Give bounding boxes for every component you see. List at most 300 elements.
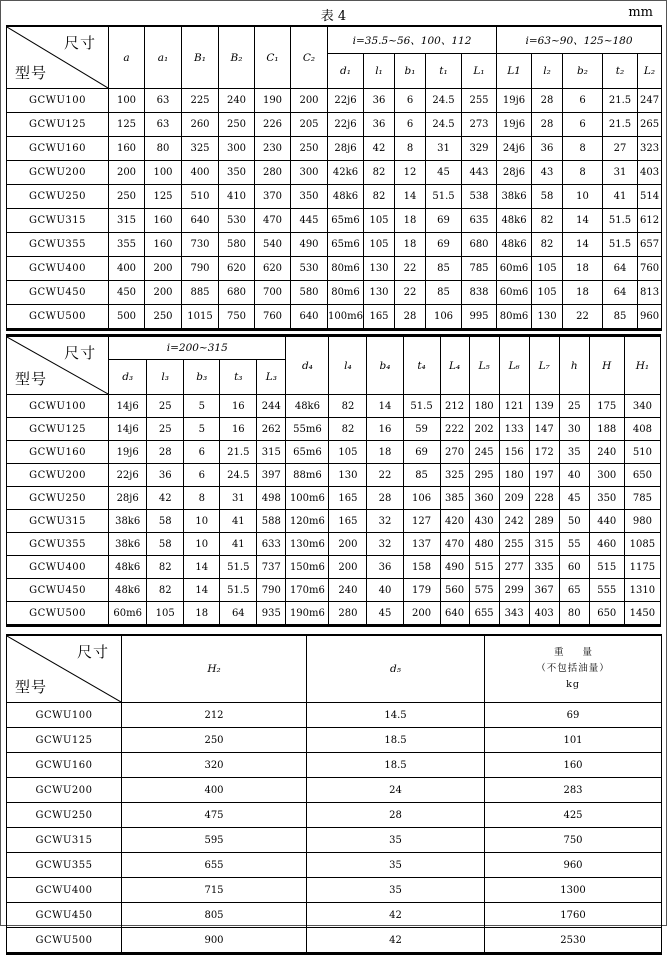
value-cell: 510 bbox=[182, 185, 219, 209]
value-cell: 555 bbox=[589, 579, 624, 602]
model-cell: GCWU500 bbox=[7, 928, 122, 954]
value-cell: 350 bbox=[589, 487, 624, 510]
value-cell: 24 bbox=[307, 778, 485, 803]
model-cell: GCWU250 bbox=[7, 803, 122, 828]
value-cell: 245 bbox=[469, 441, 499, 464]
model-cell: GCWU125 bbox=[7, 728, 122, 753]
column-header-L2: L₂ bbox=[638, 54, 662, 89]
value-cell: 35 bbox=[307, 828, 485, 853]
value-cell: 440 bbox=[589, 510, 624, 533]
table-row bbox=[7, 728, 662, 753]
value-cell: 60m6 bbox=[109, 602, 147, 626]
value-cell: 900 bbox=[122, 928, 307, 954]
value-cell: 935 bbox=[257, 602, 286, 626]
value-cell: 35 bbox=[307, 853, 485, 878]
diagonal-header bbox=[7, 635, 122, 703]
value-cell: 32 bbox=[367, 510, 403, 533]
value-cell: 475 bbox=[122, 803, 307, 828]
value-cell: 960 bbox=[485, 853, 662, 878]
value-cell: 22 bbox=[367, 464, 403, 487]
value-cell: 14 bbox=[563, 233, 603, 257]
column-header-h: h bbox=[559, 336, 589, 395]
table-row bbox=[7, 464, 661, 487]
value-cell: 6 bbox=[184, 441, 220, 464]
value-cell: 59 bbox=[403, 418, 440, 441]
value-cell: 650 bbox=[624, 464, 660, 487]
value-cell: 400 bbox=[122, 778, 307, 803]
value-cell: 538 bbox=[462, 185, 497, 209]
value-cell: 385 bbox=[440, 487, 469, 510]
weight-label: 重 量 bbox=[553, 646, 601, 658]
value-cell: 200 bbox=[329, 533, 367, 556]
value-cell: 18 bbox=[367, 441, 403, 464]
value-cell: 580 bbox=[219, 233, 255, 257]
table-row bbox=[7, 556, 661, 579]
value-cell: 36 bbox=[367, 556, 403, 579]
value-cell: 85 bbox=[426, 257, 462, 281]
value-cell: 80m6 bbox=[328, 257, 364, 281]
column-header-b2: B₂ bbox=[219, 26, 255, 89]
table-row bbox=[7, 441, 661, 464]
value-cell: 100m6 bbox=[328, 305, 364, 330]
value-cell: 22j6 bbox=[109, 464, 147, 487]
value-cell: 262 bbox=[257, 418, 286, 441]
value-cell: 69 bbox=[485, 703, 662, 728]
weight-column-header bbox=[485, 635, 662, 703]
model-cell: GCWU400 bbox=[7, 556, 109, 579]
model-cell: GCWU400 bbox=[7, 257, 109, 281]
value-cell: 283 bbox=[485, 778, 662, 803]
value-cell: 36 bbox=[147, 464, 184, 487]
value-cell: 212 bbox=[440, 395, 469, 418]
value-cell: 995 bbox=[462, 305, 497, 330]
value-cell: 35 bbox=[307, 878, 485, 903]
diagonal-model-label: 型号 bbox=[15, 64, 48, 82]
value-cell: 38k6 bbox=[109, 533, 147, 556]
value-cell: 55m6 bbox=[286, 418, 329, 441]
value-cell: 16 bbox=[220, 395, 257, 418]
value-cell: 125 bbox=[109, 113, 145, 137]
value-cell: 82 bbox=[364, 161, 395, 185]
value-cell: 400 bbox=[182, 161, 219, 185]
value-cell: 188 bbox=[589, 418, 624, 441]
column-header-L3: L₃ bbox=[257, 360, 286, 395]
value-cell: 172 bbox=[529, 441, 559, 464]
value-cell: 470 bbox=[255, 209, 291, 233]
value-cell: 22j6 bbox=[328, 89, 364, 113]
table-row bbox=[7, 281, 662, 305]
value-cell: 45 bbox=[426, 161, 462, 185]
value-cell: 515 bbox=[469, 556, 499, 579]
value-cell: 240 bbox=[219, 89, 255, 113]
column-header-d5: d₅ bbox=[307, 635, 485, 703]
value-cell: 105 bbox=[532, 257, 563, 281]
model-cell: GCWU355 bbox=[7, 233, 109, 257]
weight-note: （不包括油量） bbox=[536, 662, 610, 674]
column-header-H1: H₁ bbox=[624, 336, 660, 395]
value-cell: 36 bbox=[532, 137, 563, 161]
value-cell: 175 bbox=[589, 395, 624, 418]
value-cell: 18 bbox=[563, 257, 603, 281]
value-cell: 19j6 bbox=[109, 441, 147, 464]
value-cell: 580 bbox=[291, 281, 328, 305]
value-cell: 289 bbox=[529, 510, 559, 533]
value-cell: 680 bbox=[462, 233, 497, 257]
column-header-H: H bbox=[589, 336, 624, 395]
value-cell: 158 bbox=[403, 556, 440, 579]
value-cell: 350 bbox=[219, 161, 255, 185]
value-cell: 65m6 bbox=[328, 233, 364, 257]
value-cell: 28 bbox=[367, 487, 403, 510]
diagonal-size-label: 尺寸 bbox=[64, 344, 97, 362]
value-cell: 370 bbox=[255, 185, 291, 209]
column-header-H2: H₂ bbox=[122, 635, 307, 703]
value-cell: 430 bbox=[469, 510, 499, 533]
value-cell: 58 bbox=[532, 185, 563, 209]
value-cell: 55 bbox=[559, 533, 589, 556]
value-cell: 43 bbox=[532, 161, 563, 185]
column-header-d3: d₃ bbox=[109, 360, 147, 395]
value-cell: 106 bbox=[426, 305, 462, 330]
value-cell: 8 bbox=[395, 137, 426, 161]
value-cell: 295 bbox=[469, 464, 499, 487]
value-cell: 250 bbox=[122, 728, 307, 753]
value-cell: 200 bbox=[109, 161, 145, 185]
value-cell: 165 bbox=[329, 487, 367, 510]
value-cell: 6 bbox=[184, 464, 220, 487]
value-cell: 165 bbox=[364, 305, 395, 330]
value-cell: 160 bbox=[485, 753, 662, 778]
value-cell: 60m6 bbox=[497, 281, 532, 305]
value-cell: 25 bbox=[147, 418, 184, 441]
value-cell: 82 bbox=[532, 233, 563, 257]
value-cell: 48k6 bbox=[497, 233, 532, 257]
value-cell: 1450 bbox=[624, 602, 660, 626]
model-cell: GCWU355 bbox=[7, 533, 109, 556]
value-cell: 515 bbox=[589, 556, 624, 579]
value-cell: 530 bbox=[219, 209, 255, 233]
value-cell: 18.5 bbox=[307, 728, 485, 753]
value-cell: 445 bbox=[291, 209, 328, 233]
value-cell: 64 bbox=[220, 602, 257, 626]
value-cell: 36 bbox=[364, 113, 395, 137]
column-header-d4: d₄ bbox=[286, 336, 329, 395]
model-cell: GCWU400 bbox=[7, 878, 122, 903]
value-cell: 50 bbox=[559, 510, 589, 533]
value-cell: 8 bbox=[563, 161, 603, 185]
value-cell: 838 bbox=[462, 281, 497, 305]
value-cell: 785 bbox=[462, 257, 497, 281]
table-row bbox=[7, 533, 661, 556]
value-cell: 202 bbox=[469, 418, 499, 441]
column-header-L1: L₁ bbox=[462, 54, 497, 89]
value-cell: 42 bbox=[307, 928, 485, 954]
diagonal-model-label: 型号 bbox=[15, 370, 48, 388]
value-cell: 980 bbox=[624, 510, 660, 533]
value-cell: 22 bbox=[395, 257, 426, 281]
value-cell: 160 bbox=[109, 137, 145, 161]
value-cell: 280 bbox=[255, 161, 291, 185]
value-cell: 51.5 bbox=[220, 579, 257, 602]
value-cell: 179 bbox=[403, 579, 440, 602]
table-row bbox=[7, 137, 662, 161]
column-header-a1: a₁ bbox=[145, 26, 182, 89]
value-cell: 790 bbox=[257, 579, 286, 602]
value-cell: 65 bbox=[559, 579, 589, 602]
value-cell: 21.5 bbox=[603, 113, 638, 137]
value-cell: 240 bbox=[589, 441, 624, 464]
value-cell: 14.5 bbox=[307, 703, 485, 728]
value-cell: 450 bbox=[109, 281, 145, 305]
value-cell: 24.5 bbox=[426, 89, 462, 113]
value-cell: 42 bbox=[307, 903, 485, 928]
column-header-l4: l₄ bbox=[329, 336, 367, 395]
model-cell: GCWU200 bbox=[7, 464, 109, 487]
value-cell: 45 bbox=[559, 487, 589, 510]
value-cell: 343 bbox=[499, 602, 529, 626]
value-cell: 32 bbox=[367, 533, 403, 556]
value-cell: 19j6 bbox=[497, 89, 532, 113]
table-row bbox=[7, 89, 662, 113]
value-cell: 460 bbox=[589, 533, 624, 556]
value-cell: 165 bbox=[329, 510, 367, 533]
value-cell: 18 bbox=[395, 209, 426, 233]
value-cell: 85 bbox=[603, 305, 638, 330]
value-cell: 247 bbox=[638, 89, 662, 113]
value-cell: 51.5 bbox=[603, 233, 638, 257]
table-row bbox=[7, 209, 662, 233]
value-cell: 14 bbox=[184, 556, 220, 579]
value-cell: 28 bbox=[532, 89, 563, 113]
table-row bbox=[7, 579, 661, 602]
value-cell: 270 bbox=[440, 441, 469, 464]
value-cell: 31 bbox=[220, 487, 257, 510]
value-cell: 300 bbox=[219, 137, 255, 161]
value-cell: 540 bbox=[255, 233, 291, 257]
value-cell: 230 bbox=[255, 137, 291, 161]
model-cell: GCWU450 bbox=[7, 281, 109, 305]
value-cell: 250 bbox=[219, 113, 255, 137]
value-cell: 300 bbox=[291, 161, 328, 185]
column-header-l3: l₃ bbox=[147, 360, 184, 395]
value-cell: 48k6 bbox=[497, 209, 532, 233]
value-cell: 560 bbox=[440, 579, 469, 602]
column-header-t2: t₂ bbox=[603, 54, 638, 89]
value-cell: 105 bbox=[329, 441, 367, 464]
model-cell: GCWU315 bbox=[7, 209, 109, 233]
value-cell: 85 bbox=[403, 464, 440, 487]
value-cell: 335 bbox=[529, 556, 559, 579]
value-cell: 315 bbox=[257, 441, 286, 464]
value-cell: 48k6 bbox=[286, 395, 329, 418]
model-cell: GCWU450 bbox=[7, 579, 109, 602]
value-cell: 530 bbox=[291, 257, 328, 281]
value-cell: 760 bbox=[638, 257, 662, 281]
table-row bbox=[7, 185, 662, 209]
value-cell: 329 bbox=[462, 137, 497, 161]
value-cell: 80 bbox=[559, 602, 589, 626]
value-cell: 612 bbox=[638, 209, 662, 233]
value-cell: 443 bbox=[462, 161, 497, 185]
value-cell: 299 bbox=[499, 579, 529, 602]
value-cell: 190m6 bbox=[286, 602, 329, 626]
value-cell: 8 bbox=[563, 137, 603, 161]
value-cell: 228 bbox=[529, 487, 559, 510]
value-cell: 31 bbox=[426, 137, 462, 161]
value-cell: 244 bbox=[257, 395, 286, 418]
value-cell: 35 bbox=[559, 441, 589, 464]
table-row bbox=[7, 703, 662, 728]
value-cell: 640 bbox=[440, 602, 469, 626]
value-cell: 655 bbox=[122, 853, 307, 878]
model-cell: GCWU200 bbox=[7, 161, 109, 185]
dimension-table-1 bbox=[6, 25, 662, 331]
value-cell: 655 bbox=[469, 602, 499, 626]
value-cell: 106 bbox=[403, 487, 440, 510]
value-cell: 737 bbox=[257, 556, 286, 579]
value-cell: 156 bbox=[499, 441, 529, 464]
value-cell: 25 bbox=[147, 395, 184, 418]
value-cell: 10 bbox=[563, 185, 603, 209]
value-cell: 21.5 bbox=[603, 89, 638, 113]
value-cell: 69 bbox=[403, 441, 440, 464]
value-cell: 88m6 bbox=[286, 464, 329, 487]
value-cell: 200 bbox=[145, 257, 182, 281]
value-cell: 325 bbox=[440, 464, 469, 487]
value-cell: 14 bbox=[184, 579, 220, 602]
column-header-t3: t₃ bbox=[220, 360, 257, 395]
value-cell: 588 bbox=[257, 510, 286, 533]
value-cell: 24j6 bbox=[497, 137, 532, 161]
value-cell: 510 bbox=[624, 441, 660, 464]
value-cell: 620 bbox=[255, 257, 291, 281]
value-cell: 242 bbox=[499, 510, 529, 533]
model-cell: GCWU200 bbox=[7, 778, 122, 803]
value-cell: 715 bbox=[122, 878, 307, 903]
value-cell: 226 bbox=[255, 113, 291, 137]
value-cell: 200 bbox=[291, 89, 328, 113]
value-cell: 22 bbox=[563, 305, 603, 330]
column-header-b2k: b₂ bbox=[563, 54, 603, 89]
value-cell: 82 bbox=[329, 418, 367, 441]
value-cell: 160 bbox=[145, 209, 182, 233]
value-cell: 14 bbox=[367, 395, 403, 418]
column-header-b1k: b₁ bbox=[395, 54, 426, 89]
value-cell: 12 bbox=[395, 161, 426, 185]
table-row bbox=[7, 602, 661, 626]
table-row bbox=[7, 233, 662, 257]
value-cell: 28j6 bbox=[109, 487, 147, 510]
value-cell: 105 bbox=[532, 281, 563, 305]
value-cell: 14j6 bbox=[109, 395, 147, 418]
value-cell: 133 bbox=[499, 418, 529, 441]
value-cell: 280 bbox=[329, 602, 367, 626]
column-header-l1: l₁ bbox=[364, 54, 395, 89]
value-cell: 21.5 bbox=[220, 441, 257, 464]
diagonal-header bbox=[7, 26, 109, 89]
value-cell: 575 bbox=[469, 579, 499, 602]
value-cell: 130 bbox=[329, 464, 367, 487]
value-cell: 6 bbox=[395, 89, 426, 113]
page-title: 表 4 bbox=[320, 9, 347, 24]
value-cell: 41 bbox=[603, 185, 638, 209]
model-cell: GCWU315 bbox=[7, 828, 122, 853]
column-header-t4: t₄ bbox=[403, 336, 440, 395]
column-header-b4: b₄ bbox=[367, 336, 403, 395]
title-bar bbox=[6, 4, 661, 23]
value-cell: 36 bbox=[364, 89, 395, 113]
column-header-c1: C₁ bbox=[255, 26, 291, 89]
value-cell: 315 bbox=[529, 533, 559, 556]
value-cell: 250 bbox=[145, 305, 182, 330]
value-cell: 250 bbox=[109, 185, 145, 209]
value-cell: 408 bbox=[624, 418, 660, 441]
value-cell: 105 bbox=[364, 209, 395, 233]
value-cell: 100 bbox=[109, 89, 145, 113]
value-cell: 885 bbox=[182, 281, 219, 305]
value-cell: 6 bbox=[563, 113, 603, 137]
table-row bbox=[7, 257, 662, 281]
value-cell: 82 bbox=[364, 185, 395, 209]
value-cell: 367 bbox=[529, 579, 559, 602]
table-row bbox=[7, 487, 661, 510]
column-header-c2: C₂ bbox=[291, 26, 328, 89]
ratio-group-1-header: i=35.5~56、100、112 bbox=[328, 26, 497, 54]
value-cell: 58 bbox=[147, 510, 184, 533]
value-cell: 1175 bbox=[624, 556, 660, 579]
value-cell: 470 bbox=[440, 533, 469, 556]
value-cell: 403 bbox=[529, 602, 559, 626]
value-cell: 750 bbox=[485, 828, 662, 853]
value-cell: 785 bbox=[624, 487, 660, 510]
value-cell: 5 bbox=[184, 395, 220, 418]
value-cell: 28j6 bbox=[497, 161, 532, 185]
value-cell: 277 bbox=[499, 556, 529, 579]
table-row bbox=[7, 853, 662, 878]
model-cell: GCWU100 bbox=[7, 89, 109, 113]
value-cell: 255 bbox=[462, 89, 497, 113]
value-cell: 255 bbox=[499, 533, 529, 556]
table-row bbox=[7, 510, 661, 533]
value-cell: 6 bbox=[563, 89, 603, 113]
value-cell: 360 bbox=[469, 487, 499, 510]
value-cell: 30 bbox=[559, 418, 589, 441]
value-cell: 14j6 bbox=[109, 418, 147, 441]
value-cell: 200 bbox=[145, 281, 182, 305]
value-cell: 480 bbox=[469, 533, 499, 556]
value-cell: 51.5 bbox=[603, 209, 638, 233]
value-cell: 14 bbox=[563, 209, 603, 233]
model-cell: GCWU500 bbox=[7, 602, 109, 626]
column-header-a: a bbox=[109, 26, 145, 89]
value-cell: 1085 bbox=[624, 533, 660, 556]
model-cell: GCWU250 bbox=[7, 185, 109, 209]
value-cell: 325 bbox=[182, 137, 219, 161]
table-row bbox=[7, 928, 662, 954]
ratio-group-3-header: i=200~315 bbox=[109, 336, 286, 360]
value-cell: 48k6 bbox=[109, 556, 147, 579]
value-cell: 82 bbox=[147, 579, 184, 602]
column-header-b3: b₃ bbox=[184, 360, 220, 395]
value-cell: 64 bbox=[603, 257, 638, 281]
value-cell: 340 bbox=[624, 395, 660, 418]
value-cell: 24.5 bbox=[426, 113, 462, 137]
value-cell: 222 bbox=[440, 418, 469, 441]
value-cell: 260 bbox=[182, 113, 219, 137]
ratio-group-2-header: i=63~90、125~180 bbox=[497, 26, 662, 54]
value-cell: 16 bbox=[220, 418, 257, 441]
value-cell: 490 bbox=[291, 233, 328, 257]
